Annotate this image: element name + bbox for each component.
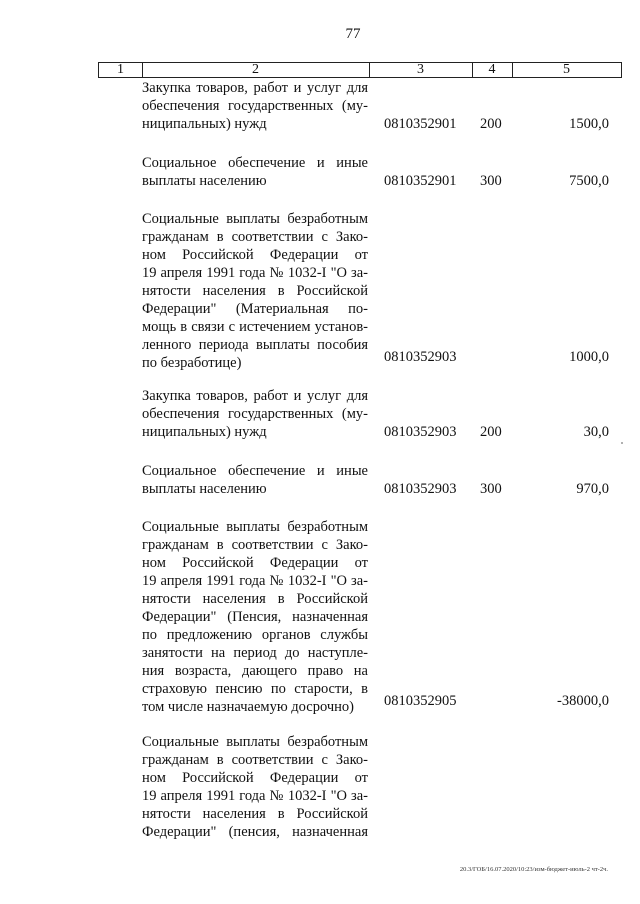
row-amount: 1500,0 — [569, 116, 609, 132]
row-code: 0810352903 — [384, 424, 457, 440]
column-header-1: 1 — [117, 62, 124, 77]
column-header-5: 5 — [563, 62, 570, 77]
row-expense-type: 300 — [480, 173, 502, 189]
row-amount: 7500,0 — [569, 173, 609, 189]
row-amount: 970,0 — [576, 481, 609, 497]
row-amount: 1000,0 — [569, 349, 609, 365]
row-expense-type: 200 — [480, 424, 502, 440]
row-expense-type: 200 — [480, 116, 502, 132]
page-number: 77 — [345, 26, 361, 42]
row-expense-type: 300 — [480, 481, 502, 497]
row-description: Социальные выплаты безработным гражданам в соответствии с Зако- ном Российской Федерации от 19 апреля 1991 года № 1032-I "О за- нятости населения в Российской Федерации" (пенсия, назначенная — [142, 734, 368, 840]
row-code: 0810352903 — [384, 349, 457, 365]
column-header-2: 2 — [252, 62, 259, 77]
row-code: 0810352901 — [384, 173, 457, 189]
row-description: Социальные выплаты безработным гражданам в соответствии с Зако- ном Российской Федерации от 19 апреля 1991 года № 1032-I "О за- нятости населения в Российской Федерации" (Пенсия, назначенная по предложению органов службы занятости на период до наступле- ния возраста, дающего право на страховую пенсию по старости, в том числе назначаемую досрочно) — [142, 519, 368, 715]
row-description: Социальное обеспечение и иные выплаты населению — [142, 463, 368, 497]
row-description: Социальное обеспечение и иные выплаты населению — [142, 155, 368, 189]
footer-file-stamp: 20.3/ГОБ/16.07.2020/10:23/изм-бюджет-июль-2 чт-2ч. — [459, 866, 608, 873]
table-header — [98, 62, 622, 78]
row-description: Закупка товаров, работ и услуг для обеспечения государственных (му- ниципальных) нужд — [142, 80, 368, 132]
row-amount: 30,0 — [583, 424, 609, 440]
column-header-4: 4 — [488, 62, 496, 77]
row-code: 0810352901 — [384, 116, 457, 132]
scan-speck — [621, 442, 623, 444]
row-amount: -38000,0 — [557, 693, 609, 709]
row-description: Закупка товаров, работ и услуг для обеспечения государственных (му- ниципальных) нужд — [142, 388, 368, 440]
row-code: 0810352903 — [384, 481, 457, 497]
row-code: 0810352905 — [384, 693, 457, 709]
row-description: Социальные выплаты безработным гражданам в соответствии с Зако- ном Российской Федерации от 19 апреля 1991 года № 1032-I "О за- нятости населения в Российской Федерации" (Материальная по- мощь в связи с истечением установ- ленного периода выплаты пособия по безработице) — [142, 211, 368, 371]
column-header-3: 3 — [417, 62, 424, 77]
